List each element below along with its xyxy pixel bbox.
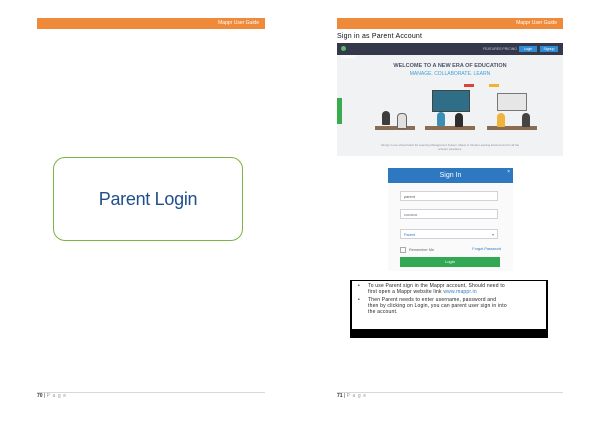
chevron-down-icon: ▾	[491, 232, 494, 237]
person-illustration	[397, 113, 407, 129]
bullet-icon: •	[358, 283, 360, 289]
parent-login-box	[53, 157, 243, 241]
person-illustration	[437, 112, 445, 126]
page-header: Mappr User Guide	[37, 18, 265, 29]
site-login-button[interactable]: Login	[519, 46, 537, 52]
checkbox-icon	[400, 247, 406, 253]
hero-caption: Simply in one school black Kit Learning Management System. Mappr is Simple Learning Environment for all the school's educators.	[381, 143, 519, 151]
instruction-item	[358, 283, 546, 295]
site-nav-links[interactable]: FEATURES PRICING	[483, 47, 517, 51]
classroom-board-illustration	[432, 90, 470, 112]
page-header: Mappr User Guide	[337, 18, 563, 29]
site-signup-button[interactable]: Signup	[540, 46, 558, 52]
logo-icon	[341, 46, 346, 51]
instructions-box	[350, 280, 548, 338]
footer-separator: |	[42, 393, 47, 399]
footer-page-label: P a g e	[346, 393, 367, 399]
person-illustration	[455, 113, 463, 127]
site-logo-text: mappr	[341, 54, 357, 60]
presentation-board-illustration	[497, 93, 527, 111]
username-field[interactable]: parent	[400, 191, 498, 201]
instruction-text: the account.	[368, 309, 398, 315]
password-field[interactable]: ••••••••••	[400, 209, 498, 219]
page-footer	[337, 393, 367, 399]
instruction-text: Then Parent needs to enter username, password and	[368, 297, 497, 303]
page-number: 71	[337, 393, 343, 399]
desk-illustration	[375, 126, 415, 130]
website-link[interactable]: www.mappr.in	[443, 289, 477, 295]
instructions-content	[352, 281, 546, 329]
person-illustration	[497, 113, 505, 127]
site-navbar	[337, 43, 563, 60]
instruction-text: To use Parent sign in the Mappr account, Should need to	[368, 283, 505, 289]
site-logo[interactable]	[341, 45, 361, 60]
forgot-password-link[interactable]: Forgot Password	[472, 247, 501, 251]
hero-title: WELCOME TO A NEW ERA OF EDUCATION	[393, 63, 507, 69]
bullet-icon: •	[358, 297, 360, 303]
website-screenshot	[337, 43, 563, 156]
page-footer	[37, 393, 67, 399]
instruction-item	[358, 297, 546, 315]
login-button[interactable]: Login	[400, 257, 500, 267]
role-select-value: Parent	[404, 233, 416, 237]
signin-form	[388, 168, 513, 271]
person-illustration	[382, 111, 390, 125]
page-number: 70	[37, 393, 43, 399]
footer-divider	[37, 392, 265, 393]
hero-subtitle: MANAGE. COLLABORATE. LEARN	[409, 71, 491, 77]
remember-me-label: Remember Me	[409, 248, 435, 252]
remember-me-checkbox[interactable]	[400, 247, 434, 253]
section-title: Sign in as Parent Account	[337, 33, 423, 40]
hero-tag-red	[464, 84, 474, 87]
hero-tag-yellow	[489, 84, 499, 87]
feedback-side-tab[interactable]	[337, 98, 342, 124]
page-right	[300, 0, 600, 424]
instruction-text: first open a Mappr website link	[368, 289, 444, 295]
footer-separator: |	[342, 393, 347, 399]
footer-page-label: P a g e	[46, 393, 67, 399]
footer-divider	[337, 392, 563, 393]
parent-login-title: Parent Login	[98, 188, 198, 209]
desk-illustration	[425, 126, 475, 130]
role-select[interactable]	[400, 229, 498, 239]
instruction-text: then by clicking on Login, you can parent user sign in into	[368, 303, 507, 309]
person-illustration	[522, 113, 530, 127]
signin-header: Sign In	[388, 168, 513, 183]
close-icon[interactable]: ×	[507, 169, 510, 175]
